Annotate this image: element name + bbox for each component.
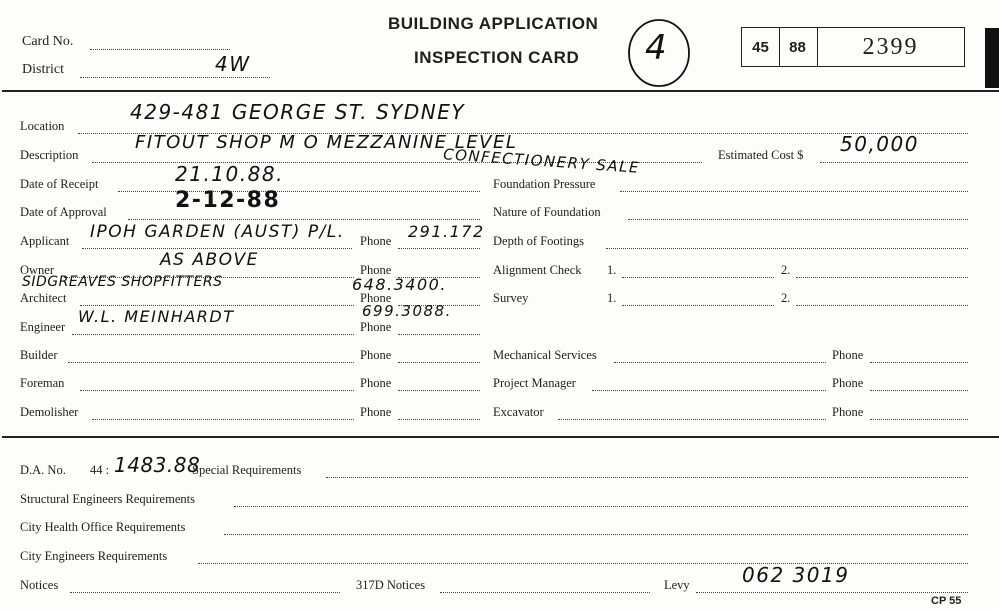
date-receipt-line: [118, 191, 480, 192]
card-no-line: [90, 49, 230, 50]
applicant-label: Applicant: [20, 234, 70, 248]
engineer-value: W.L. MEINHARDT: [78, 307, 235, 326]
engineer-phone-label: Phone: [360, 320, 392, 334]
survey-line-2: [796, 305, 968, 306]
date-approval-label: Date of Approval: [20, 205, 107, 219]
edge-mark: [985, 28, 999, 88]
estimated-cost-line: [820, 162, 968, 163]
builder-label: Builder: [20, 348, 58, 362]
header-divider: [2, 90, 999, 92]
excavator-phone-label: Phone: [832, 405, 864, 419]
owner-label: Owner: [20, 263, 55, 277]
engineer-phone-value: 699.3088.: [362, 302, 452, 320]
ref-box-a: 45: [741, 27, 780, 67]
da-no-label: D.A. No.: [20, 463, 66, 477]
demolisher-line: [92, 419, 354, 420]
builder-line: [68, 362, 354, 363]
foreman-label: Foreman: [20, 376, 65, 390]
applicant-phone-label: Phone: [360, 234, 392, 248]
builder-phone-line: [398, 362, 480, 363]
engineer-label: Engineer: [20, 320, 66, 334]
da-no-value: 1483.88: [114, 453, 201, 477]
applicant-line: [82, 248, 352, 249]
architect-line: [80, 305, 354, 306]
builder-phone-label: Phone: [360, 348, 392, 362]
notices-label: Notices: [20, 578, 59, 592]
city-engineers-line: [198, 563, 968, 564]
project-manager-phone-line: [870, 390, 968, 391]
ref-box-b: 88: [778, 27, 818, 67]
demolisher-phone-label: Phone: [360, 405, 392, 419]
location-value: 429-481 GEORGE ST. SYDNEY: [130, 100, 466, 124]
notices-317d-line: [440, 592, 650, 593]
survey-num-2: 2.: [781, 291, 791, 305]
applicant-value: IPOH GARDEN (AUST) P/L.: [90, 222, 345, 242]
survey-label: Survey: [493, 291, 529, 305]
form-title-line2: INSPECTION CARD: [414, 48, 580, 67]
date-approval-value: 2-12-88: [175, 188, 281, 213]
mechanical-phone-label: Phone: [832, 348, 864, 362]
middle-divider: [2, 436, 999, 438]
date-receipt-label: Date of Receipt: [20, 177, 99, 191]
levy-line: [696, 592, 968, 593]
alignment-num-2: 2.: [781, 263, 791, 277]
foreman-line: [80, 390, 354, 391]
form-title-line1: BUILDING APPLICATION: [388, 14, 599, 33]
location-label: Location: [20, 119, 65, 133]
estimated-cost-label: Estimated Cost $: [718, 148, 804, 162]
mechanical-phone-line: [870, 362, 968, 363]
district-line: [80, 77, 270, 78]
card-no-label: Card No.: [22, 34, 74, 49]
depth-footings-line: [606, 248, 968, 249]
nature-foundation-label: Nature of Foundation: [493, 205, 601, 219]
ref-box-number: 2399: [817, 27, 965, 67]
project-manager-phone-label: Phone: [832, 376, 864, 390]
health-requirements-line: [224, 534, 968, 535]
mechanical-services-line: [614, 362, 826, 363]
demolisher-phone-line: [398, 419, 480, 420]
excavator-line: [558, 419, 826, 420]
structural-requirements-line: [234, 506, 968, 507]
levy-label: Levy: [664, 578, 690, 592]
excavator-phone-line: [870, 419, 968, 420]
architect-phone-value: 648.3400.: [352, 275, 447, 294]
excavator-label: Excavator: [493, 405, 544, 419]
circled-number: 4: [645, 28, 667, 68]
owner-value: AS ABOVE: [160, 250, 259, 270]
notices-line: [70, 592, 340, 593]
engineer-line: [72, 334, 354, 335]
demolisher-label: Demolisher: [20, 405, 79, 419]
project-manager-label: Project Manager: [493, 376, 576, 390]
foundation-pressure-label: Foundation Pressure: [493, 177, 596, 191]
alignment-check-label: Alignment Check: [493, 263, 582, 277]
levy-value: 062 3019: [742, 563, 850, 587]
foreman-phone-line: [398, 390, 480, 391]
form-code: CP 55: [931, 595, 962, 607]
date-receipt-value: 21.10.88.: [175, 162, 284, 186]
description-value-2: CONFECTIONERY SALE: [442, 145, 641, 177]
owner-phone-label: Phone: [360, 263, 392, 277]
foundation-pressure-line: [620, 191, 968, 192]
mechanical-services-label: Mechanical Services: [493, 348, 597, 362]
foreman-phone-label: Phone: [360, 376, 392, 390]
alignment-line-1: [622, 277, 774, 278]
estimated-cost-value: 50,000: [840, 132, 919, 156]
structural-requirements-label: Structural Engineers Requirements: [20, 492, 195, 506]
applicant-phone-line: [398, 248, 480, 249]
special-requirements-label: Special Requirements: [192, 463, 302, 477]
architect-phone-label: Phone: [360, 291, 392, 305]
description-label: Description: [20, 148, 79, 162]
health-requirements-label: City Health Office Requirements: [20, 520, 186, 534]
alignment-num-1: 1.: [607, 263, 617, 277]
notices-317d-label: 317D Notices: [356, 578, 426, 592]
special-requirements-line: [326, 477, 968, 478]
depth-footings-label: Depth of Footings: [493, 234, 584, 248]
project-manager-line: [592, 390, 826, 391]
survey-line-1: [622, 305, 774, 306]
survey-num-1: 1.: [607, 291, 617, 305]
city-engineers-label: City Engineers Requirements: [20, 549, 168, 563]
description-value: FITOUT SHOP M O MEZZANINE LEVEL: [135, 132, 518, 153]
district-value: 4W: [215, 52, 251, 76]
da-no-prefix: 44 :: [90, 463, 110, 477]
engineer-phone-line: [398, 334, 480, 335]
architect-value: SIDGREAVES SHOPFITTERS: [22, 274, 223, 290]
district-label: District: [22, 62, 64, 77]
nature-foundation-line: [628, 219, 968, 220]
architect-label: Architect: [20, 291, 67, 305]
date-approval-line: [128, 219, 480, 220]
alignment-line-2: [796, 277, 968, 278]
applicant-phone-value: 291.172: [408, 222, 485, 241]
